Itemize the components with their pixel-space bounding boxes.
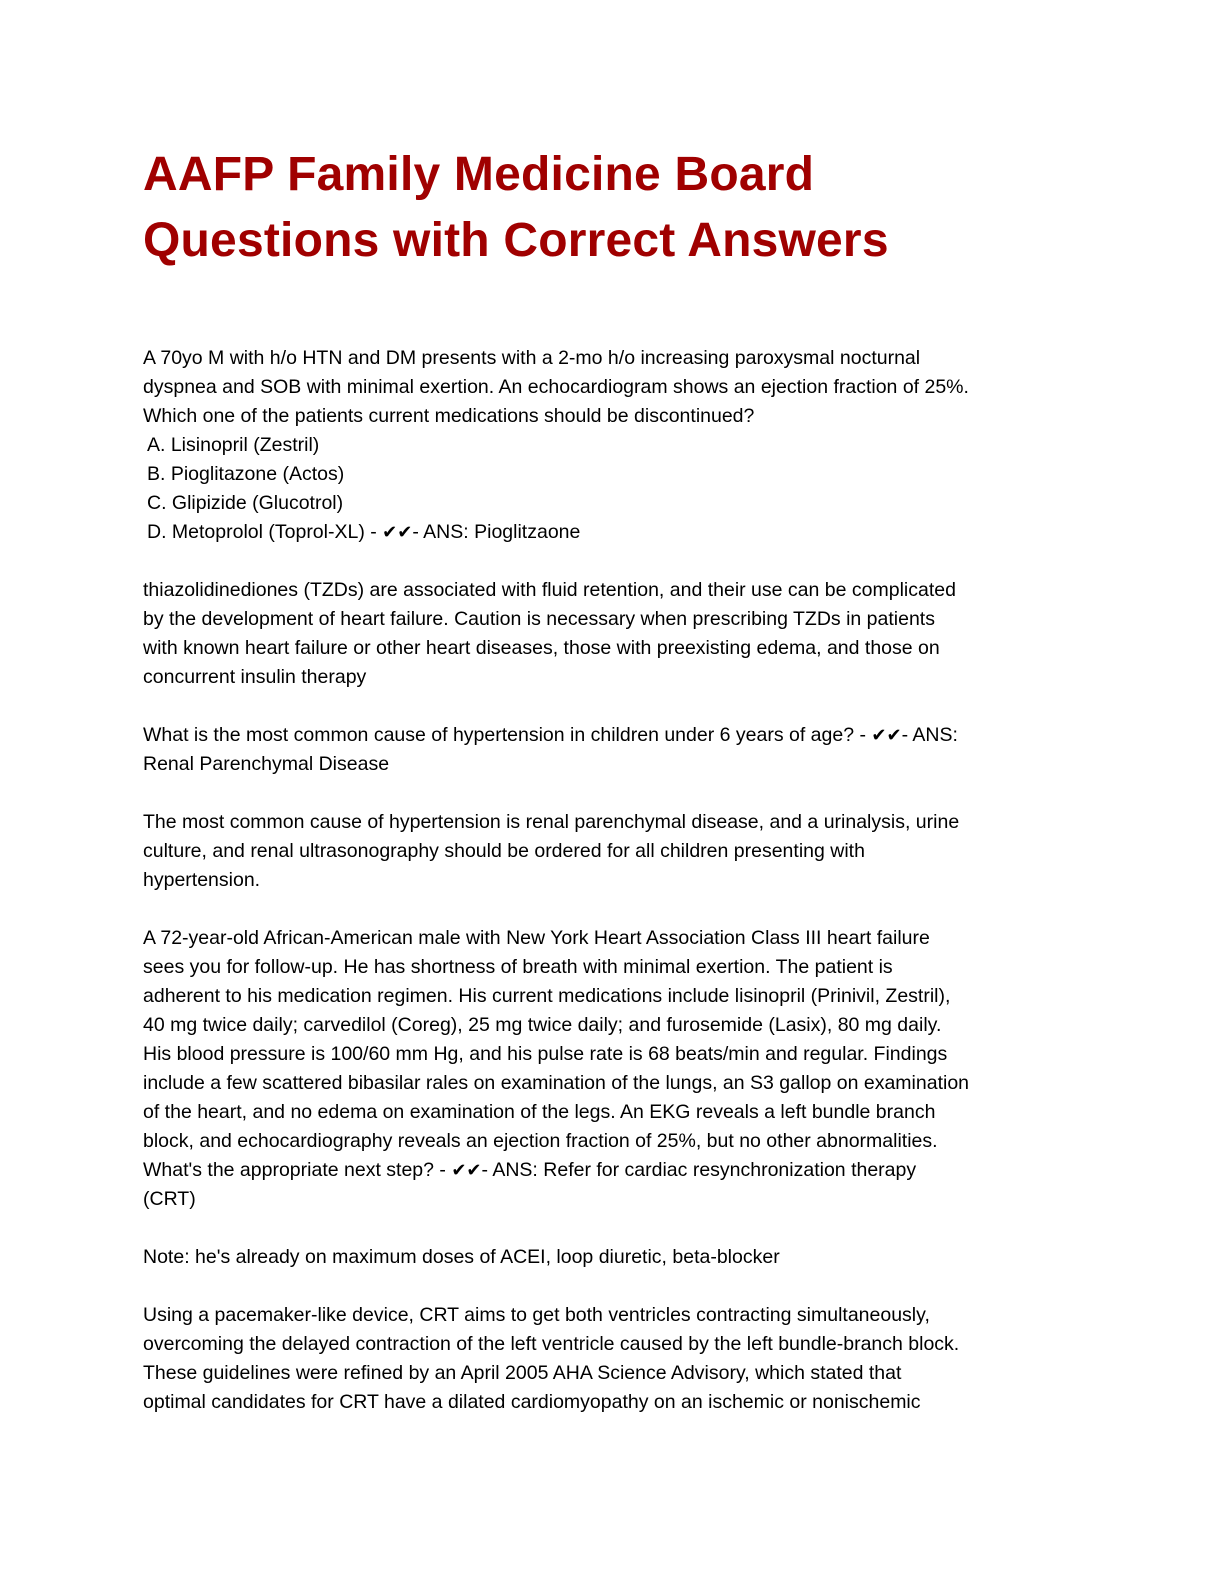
separator: - bbox=[433, 1159, 452, 1181]
question-3-line: sees you for follow-up. He has shortness of breath with minimal exertion. The patient is bbox=[143, 956, 893, 978]
checkmark-icon: ✔✔ bbox=[871, 725, 902, 746]
answer-option-c: C. Glipizide (Glucotrol) bbox=[147, 492, 344, 514]
explanation-line: with known heart failure or other heart diseases, those with preexisting edema, and those on bbox=[143, 637, 940, 659]
title-line-1: AAFP Family Medicine Board bbox=[143, 148, 815, 201]
explanation-line: Using a pacemaker-like device, CRT aims to get both ventricles contracting simultaneously, bbox=[143, 1304, 930, 1326]
document-title bbox=[143, 142, 1073, 274]
explanation-line: hypertension. bbox=[143, 869, 261, 891]
question-2 bbox=[143, 721, 1073, 779]
explanation-line: optimal candidates for CRT have a dilated cardiomyopathy on an ischemic or nonischemic bbox=[143, 1391, 921, 1413]
answer-prefix: - ANS: bbox=[901, 724, 958, 746]
question-3-explanation bbox=[143, 1301, 1073, 1417]
answer-text: - ANS: Refer for cardiac resynchronization therapy bbox=[481, 1159, 917, 1181]
question-2-text: What is the most common cause of hypertension in children under 6 years of age? bbox=[143, 724, 855, 746]
explanation-line: thiazolidinediones (TZDs) are associated with fluid retention, and their use can be complicated bbox=[143, 579, 956, 601]
question-1-line: Which one of the patients current medications should be discontinued? bbox=[143, 405, 755, 427]
question-3 bbox=[143, 924, 1073, 1214]
explanation-line: culture, and renal ultrasonography should be ordered for all children presenting with bbox=[143, 840, 865, 862]
title-line-2: Questions with Correct Answers bbox=[143, 214, 889, 267]
question-1 bbox=[143, 344, 1073, 547]
answer-option-d-with-answer bbox=[143, 518, 1073, 547]
answer-option-a: A. Lisinopril (Zestril) bbox=[147, 434, 320, 456]
separator: - bbox=[854, 724, 872, 746]
question-3-note bbox=[143, 1243, 1073, 1272]
explanation-line: by the development of heart failure. Caution is necessary when prescribing TZDs in patients bbox=[143, 608, 935, 630]
question-2-explanation bbox=[143, 808, 1073, 895]
question-3-line: adherent to his medication regimen. His current medications include lisinopril (Prinivil, Zestril), bbox=[143, 985, 951, 1007]
explanation-line: The most common cause of hypertension is renal parenchymal disease, and a urinalysis, urine bbox=[143, 811, 960, 833]
answer-text: - ANS: Pioglitzaone bbox=[412, 521, 581, 543]
question-3-answer-line bbox=[143, 1156, 1073, 1185]
question-3-line: block, and echocardiography reveals an ejection fraction of 25%, but no other abnormalities. bbox=[143, 1130, 938, 1152]
question-3-line: of the heart, and no edema on examination of the legs. An EKG reveals a left bundle branch bbox=[143, 1101, 936, 1123]
answer-text: Renal Parenchymal Disease bbox=[143, 753, 390, 775]
answer-option-b: B. Pioglitazone (Actos) bbox=[147, 463, 345, 485]
question-3-line: include a few scattered bibasilar rales on examination of the lungs, an S3 gallop on examination bbox=[143, 1072, 970, 1094]
question-3-line: His blood pressure is 100/60 mm Hg, and his pulse rate is 68 beats/min and regular. Findings bbox=[143, 1043, 948, 1065]
question-1-line: dyspnea and SOB with minimal exertion. An echocardiogram shows an ejection fraction of 25%. bbox=[143, 376, 969, 398]
question-2-line bbox=[143, 721, 1073, 750]
explanation-line: concurrent insulin therapy bbox=[143, 666, 367, 688]
document-body bbox=[143, 344, 1073, 1417]
question-3-prompt: What's the appropriate next step? bbox=[143, 1159, 434, 1181]
note-text: Note: he's already on maximum doses of ACEI, loop diuretic, beta-blocker bbox=[143, 1246, 780, 1268]
checkmark-icon: ✔✔ bbox=[451, 1160, 482, 1181]
question-1-line: A 70yo M with h/o HTN and DM presents with a 2-mo h/o increasing paroxysmal nocturnal bbox=[143, 347, 921, 369]
document-page bbox=[143, 142, 1073, 1446]
explanation-line: overcoming the delayed contraction of the left ventricle caused by the left bundle-branch block. bbox=[143, 1333, 960, 1355]
question-1-explanation bbox=[143, 576, 1073, 692]
checkmark-icon: ✔✔ bbox=[382, 522, 413, 543]
answer-text-continued: (CRT) bbox=[143, 1188, 196, 1210]
question-3-line: 40 mg twice daily; carvedilol (Coreg), 25 mg twice daily; and furosemide (Lasix), 80 mg daily. bbox=[143, 1014, 942, 1036]
explanation-line: These guidelines were refined by an April 2005 AHA Science Advisory, which stated that bbox=[143, 1362, 902, 1384]
answer-option-d: D. Metoprolol (Toprol-XL) bbox=[147, 521, 365, 543]
separator: - bbox=[364, 521, 383, 543]
question-3-line: A 72-year-old African-American male with New York Heart Association Class III heart failure bbox=[143, 927, 930, 949]
